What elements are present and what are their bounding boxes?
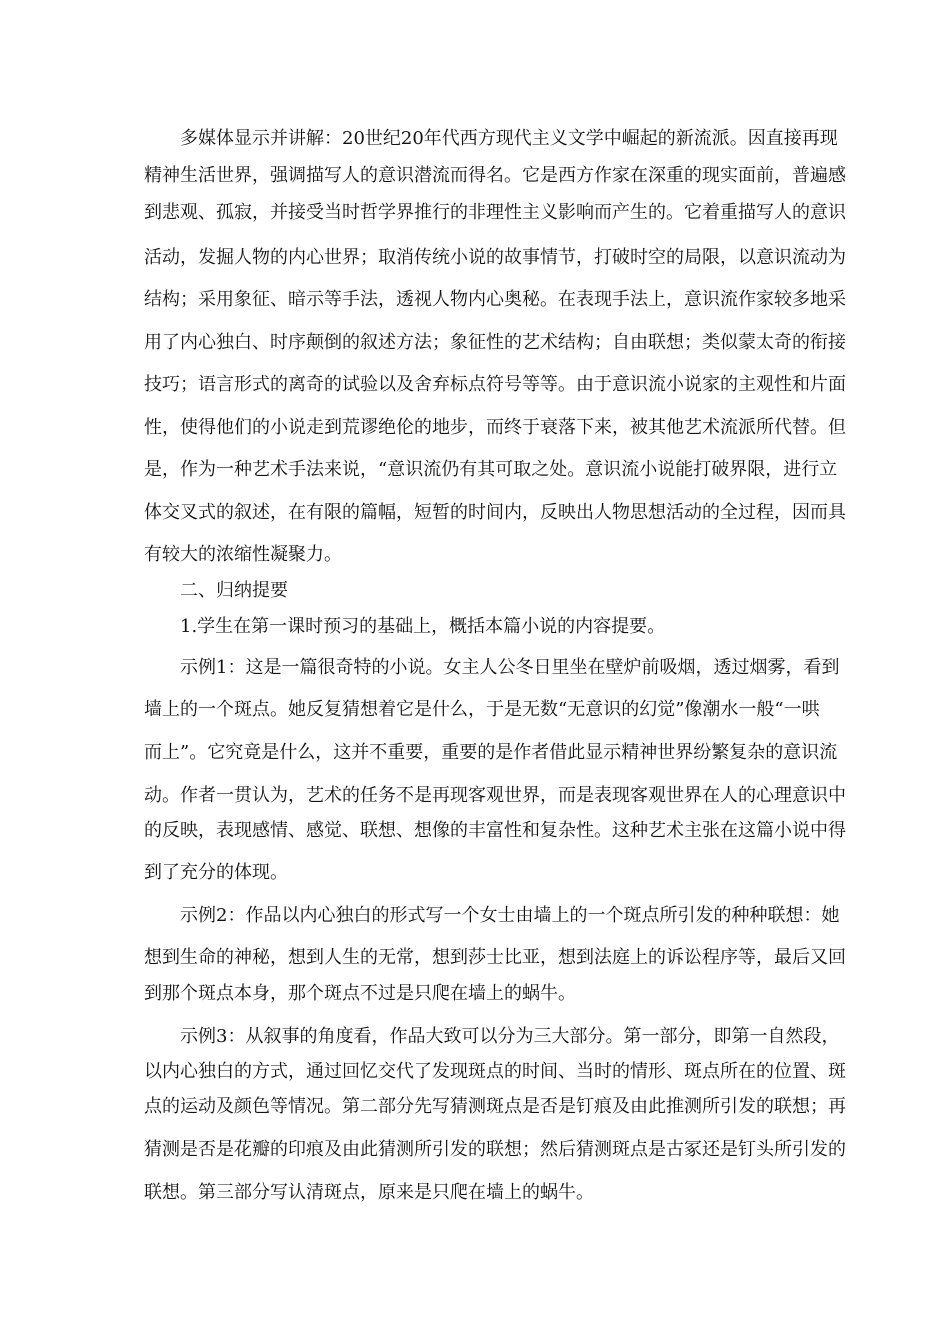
text-line: 是，作为一种艺术手法来说，“意识流仍有其可取之处。意识流小说能打破界限，进行立 xyxy=(144,459,838,480)
text-line: 动。作者一贯认为，艺术的任务不是再现客观世界，而是表现客观世界在人的心理意识中 xyxy=(144,785,846,806)
text-line: 用了内心独白、时序颠倒的叙述方法；象征性的艺术结构；自由联想；类似蒙太奇的衔接 xyxy=(144,332,846,353)
text-line: 猜测是否是花瓣的印痕及由此猜测所引发的联想；然后猜测斑点是古冢还是钉头所引发的 xyxy=(144,1139,846,1160)
text-line: 体交叉式的叙述，在有限的篇幅，短暂的时间内，反映出人物思想活动的全过程，因而具 xyxy=(144,502,846,523)
text-line: 的反映，表现感情、感觉、联想、想像的丰富性和复杂性。这种艺术主张在这篇小说中得 xyxy=(144,820,846,841)
text-line: 多媒体显示并讲解：20世纪20年代西方现代主义文学中崛起的新流派。因直接再现 xyxy=(180,128,838,149)
text-line: 结构；采用象征、暗示等手法，透视人物内心奥秘。在表现手法上，意识流作家较多地采 xyxy=(144,289,846,310)
text-line: 到那个斑点本身，那个斑点不过是只爬在墙上的蜗牛。 xyxy=(144,983,576,1004)
text-line: 技巧；语言形式的离奇的试验以及舍弃标点符号等等。由于意识流小说家的主观性和片面 xyxy=(144,374,846,395)
text-line: 示例3：从叙事的角度看，作品大致可以分为三大部分。第一部分，即第一自然段， xyxy=(180,1026,840,1047)
text-line: 点的运动及颜色等情况。第二部分先写猜测斑点是否是钉痕及由此推测所引发的联想；再 xyxy=(144,1096,846,1117)
text-line: 墙上的一个斑点。她反复猜想着它是什么，于是无数“无意识的幻觉”像潮水一般“一哄 xyxy=(144,699,820,720)
text-line: 精神生活世界，强调描写人的意识潜流而得名。它是西方作家在深重的现实面前，普遍感 xyxy=(144,165,846,186)
text-line: 1.学生在第一课时预习的基础上，概括本篇小说的内容提要。 xyxy=(180,616,666,637)
text-line: 而上”。它究竟是什么，这并不重要，重要的是作者借此显示精神世界纷繁复杂的意识流 xyxy=(144,742,838,763)
text-line: 以内心独白的方式，通过回忆交代了发现斑点的时间、当时的情形、斑点所在的位置、斑 xyxy=(144,1061,846,1082)
section-heading: 二、归纳提要 xyxy=(180,580,288,601)
text-line: 示例2：作品以内心独白的形式写一个女士由墙上的一个斑点所引发的种种联想：她 xyxy=(180,905,840,926)
text-line: 到了充分的体现。 xyxy=(144,862,288,883)
text-line: 到悲观、孤寂，并接受当时哲学界推行的非理性主义影响而产生的。它着重描写人的意识 xyxy=(144,202,846,223)
text-line: 联想。第三部分写认清斑点，原来是只爬在墙上的蜗牛。 xyxy=(144,1182,594,1203)
text-line: 有较大的浓缩性凝聚力。 xyxy=(144,544,342,565)
text-line: 想到生命的神秘，想到人生的无常，想到莎士比亚，想到法庭上的诉讼程序等，最后又回 xyxy=(144,947,846,968)
text-line: 性，使得他们的小说走到荒谬绝伦的地步，而终于衰落下来，被其他艺术流派所代替。但 xyxy=(144,417,846,438)
text-line: 活动，发掘人物的内心世界；取消传统小说的故事情节，打破时空的局限，以意识流动为 xyxy=(144,247,846,268)
text-line: 示例1：这是一篇很奇特的小说。女主人公冬日里坐在壁炉前吸烟，透过烟雾，看到 xyxy=(180,657,840,678)
